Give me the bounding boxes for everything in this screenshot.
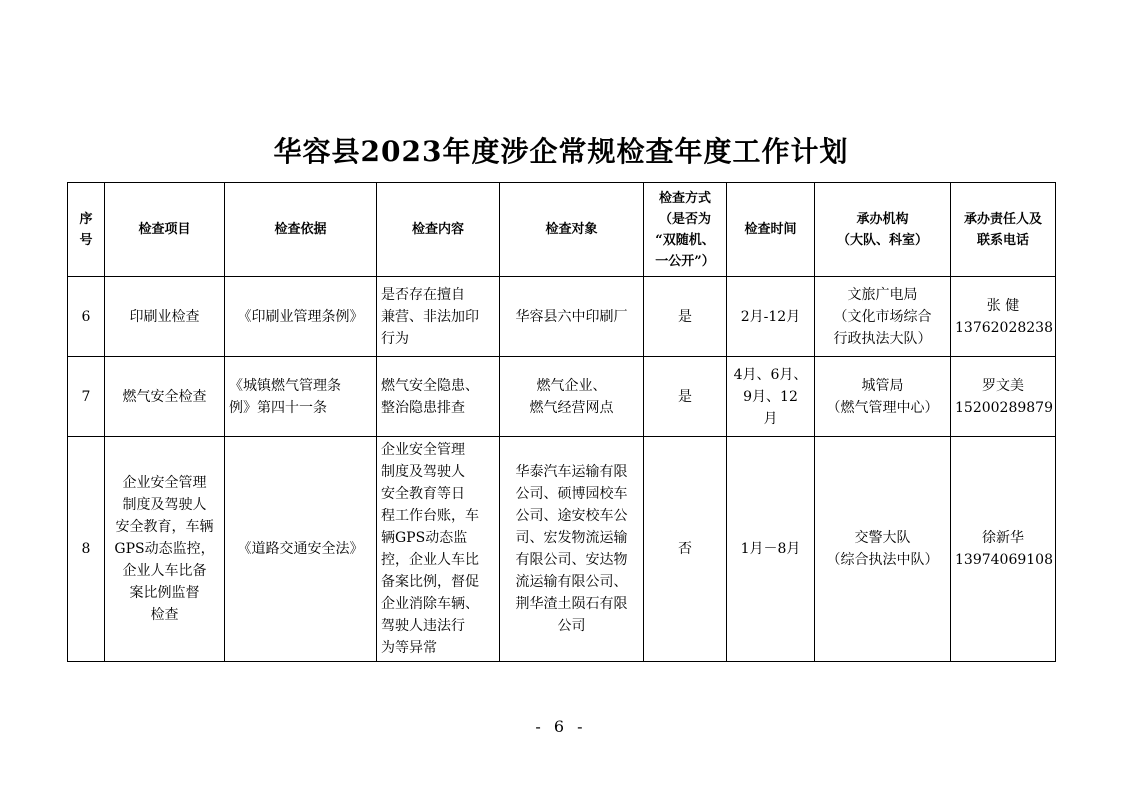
cell-inspection-content: 企业安全管理 制度及驾驶人 安全教育等日 程工作台账，车 辆GPS动态监 控，企业人车比 备案比例，督促 企业消除车辆、 驾驶人违法行 为等异常 (377, 437, 500, 662)
cell-inspection-target: 燃气企业、 燃气经营网点 (500, 357, 644, 437)
cell-inspection-item: 印刷业检查 (105, 277, 225, 357)
cell-seq-no: 7 (68, 357, 105, 437)
cell-inspection-item: 燃气安全检查 (105, 357, 225, 437)
cell-inspection-method: 是 (644, 357, 727, 437)
header-inspection-method: 检查方式 （是否为 “双随机、 一公开”） (644, 183, 727, 277)
header-responsible-person: 承办责任人及 联系电话 (951, 183, 1056, 277)
cell-host-organization: 交警大队 （综合执法中队） (815, 437, 951, 662)
cell-inspection-time: 1月－8月 (727, 437, 815, 662)
cell-inspection-time: 2月-12月 (727, 277, 815, 357)
cell-responsible-person: 张 健 13762028238 (951, 277, 1056, 357)
header-seq-no: 序 号 (68, 183, 105, 277)
header-inspection-item: 检查项目 (105, 183, 225, 277)
cell-host-organization: 文旅广电局 （文化市场综合 行政执法大队） (815, 277, 951, 357)
header-inspection-content: 检查内容 (377, 183, 500, 277)
cell-inspection-method: 否 (644, 437, 727, 662)
cell-host-organization: 城管局 （燃气管理中心） (815, 357, 951, 437)
table-row (68, 437, 1056, 662)
table-header-row (68, 183, 1056, 277)
table-row (68, 357, 1056, 437)
cell-responsible-person: 徐新华 13974069108 (951, 437, 1056, 662)
cell-inspection-target: 华泰汽车运输有限 公司、硕博园校车 公司、途安校车公 司、宏发物流运输 有限公司、安达物 流运输有限公司、 荆华渣土陨石有限 公司 (500, 437, 644, 662)
cell-inspection-method: 是 (644, 277, 727, 357)
cell-inspection-time: 4月、6月、 9月、12 月 (727, 357, 815, 437)
table-row (68, 277, 1056, 357)
header-inspection-target: 检查对象 (500, 183, 644, 277)
cell-inspection-content: 燃气安全隐患、 整治隐患排查 (377, 357, 500, 437)
cell-inspection-basis: 《城镇燃气管理条 例》第四十一条 (225, 357, 377, 437)
header-host-organization: 承办机构 （大队、科室） (815, 183, 951, 277)
cell-responsible-person: 罗文美 15200289879 (951, 357, 1056, 437)
header-inspection-basis: 检查依据 (225, 183, 377, 277)
cell-inspection-target: 华容县六中印刷厂 (500, 277, 644, 357)
cell-seq-no: 6 (68, 277, 105, 357)
cell-seq-no: 8 (68, 437, 105, 662)
cell-inspection-content: 是否存在擅自 兼营、非法加印 行为 (377, 277, 500, 357)
inspection-plan-table (67, 182, 1056, 662)
page-number: - 6 - (535, 717, 587, 736)
cell-inspection-basis: 《印刷业管理条例》 (225, 277, 377, 357)
header-inspection-time: 检查时间 (727, 183, 815, 277)
cell-inspection-basis: 《道路交通安全法》 (225, 437, 377, 662)
document-title: 华容县2023年度涉企常规检查年度工作计划 (273, 135, 849, 168)
cell-inspection-item: 企业安全管理 制度及驾驶人 安全教育，车辆 GPS动态监控， 企业人车比备 案比例监督 检查 (105, 437, 225, 662)
